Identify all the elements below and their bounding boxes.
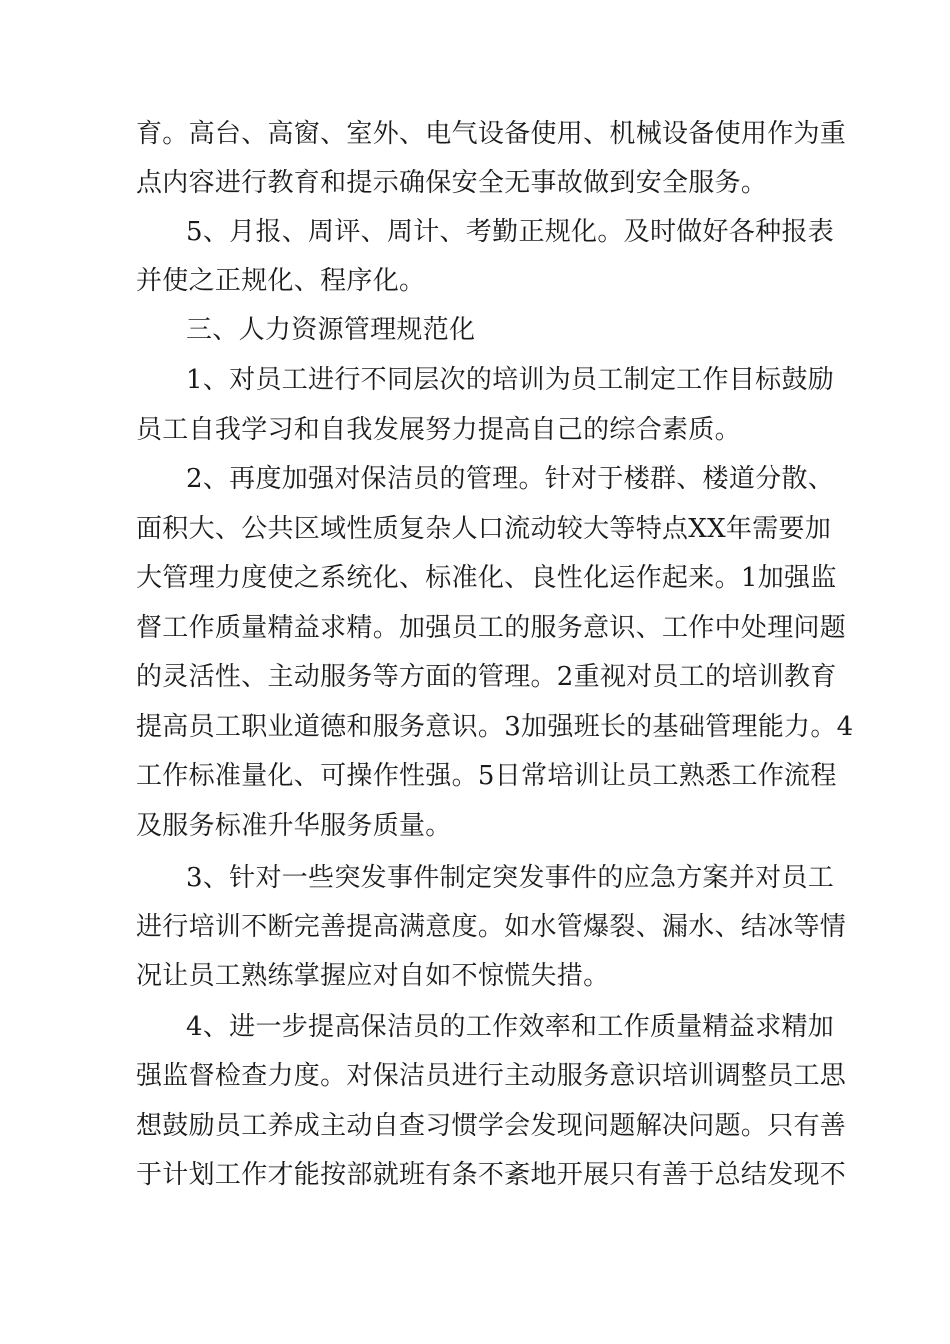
paragraph-3-line: 3、针对一些突发事件制定突发事件的应急方案并对员工 <box>186 863 835 893</box>
text-line: 育。高台、高窗、室外、电气设备使用、机械设备使用作为重 <box>136 119 847 149</box>
text-line: 工作标准量化、可操作性强。5日常培训让员工熟悉工作流程 <box>136 761 837 791</box>
paragraph-5-line: 5、月报、周评、周计、考勤正规化。及时做好各种报表 <box>186 217 835 247</box>
paragraph-1-line: 1、对员工进行不同层次的培训为员工制定工作目标鼓励 <box>186 365 835 395</box>
text-line: 督工作质量精益求精。加强员工的服务意识、工作中处理问题 <box>136 613 847 643</box>
text-line: 想鼓励员工养成主动自查习惯学会发现问题解决问题。只有善 <box>136 1111 847 1141</box>
text-line: 提高员工职业道德和服务意识。3加强班长的基础管理能力。4 <box>136 712 854 742</box>
paragraph-4-line: 4、进一步提高保洁员的工作效率和工作质量精益求精加 <box>186 1012 835 1042</box>
text-line: 强监督检查力度。对保洁员进行主动服务意识培训调整员工思 <box>136 1061 847 1091</box>
text-line: 于计划工作才能按部就班有条不紊地开展只有善于总结发现不 <box>136 1160 847 1190</box>
text-line: 及服务标准升华服务质量。 <box>136 811 452 841</box>
text-line: 进行培训不断完善提高满意度。如水管爆裂、漏水、结冰等情 <box>136 912 847 942</box>
text-line: 并使之正规化、程序化。 <box>136 266 426 296</box>
text-line: 况让员工熟练掌握应对自如不惊慌失措。 <box>136 961 610 991</box>
text-line: 员工自我学习和自我发展努力提高自己的综合素质。 <box>136 415 741 445</box>
text-line: 的灵活性、主动服务等方面的管理。2重视对员工的培训教育 <box>136 662 837 692</box>
section-heading: 三、人力资源管理规范化 <box>186 315 476 345</box>
paragraph-2-line: 2、再度加强对保洁员的管理。针对于楼群、楼道分散、 <box>186 464 835 494</box>
text-line: 大管理力度使之系统化、标准化、良性化运作起来。1加强监 <box>136 563 837 593</box>
text-line: 面积大、公共区域性质复杂人口流动较大等特点XX年需要加 <box>136 514 832 544</box>
text-line: 点内容进行教育和提示确保安全无事故做到安全服务。 <box>136 168 768 198</box>
